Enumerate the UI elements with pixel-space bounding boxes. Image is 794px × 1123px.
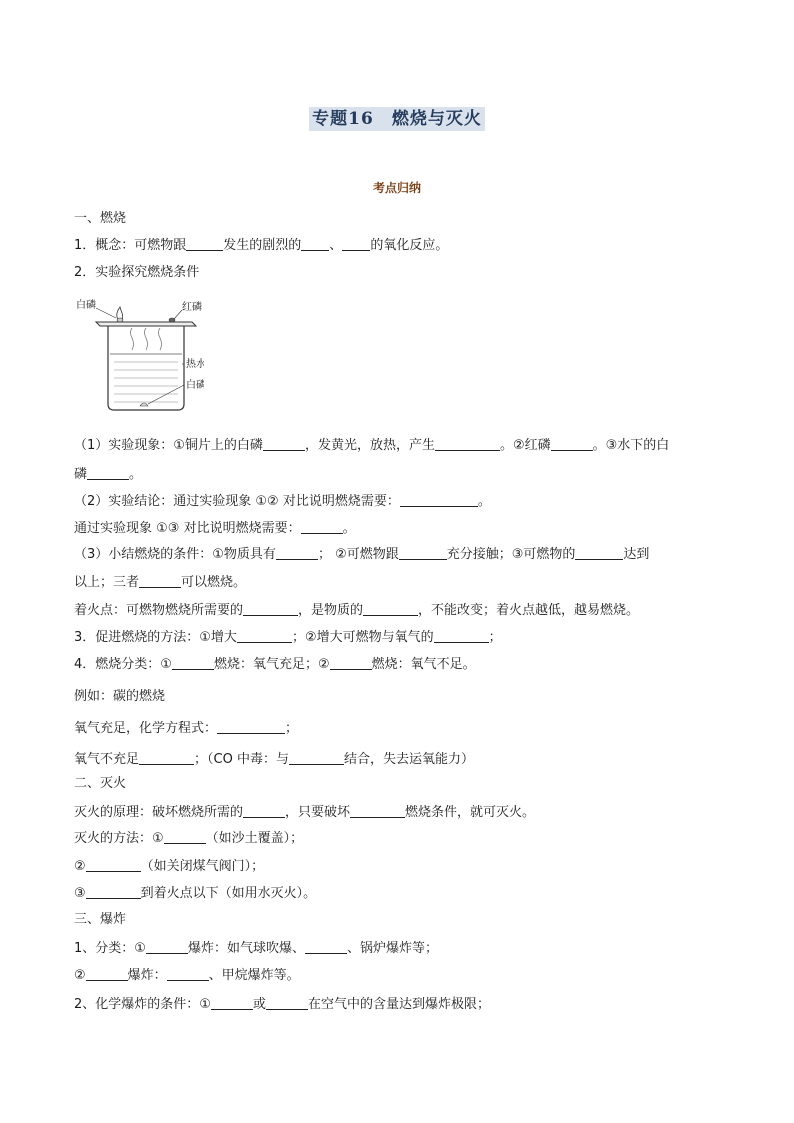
line-text: 充分接触；③可燃物的 (446, 547, 576, 562)
fill-in-blank[interactable] (167, 966, 209, 981)
line-text: 、甲烷爆炸等。 (208, 968, 300, 983)
document-title: 专题16 燃烧与灭火 (0, 104, 794, 129)
fill-in-blank[interactable] (172, 655, 214, 670)
white-phosphorus-bottom (140, 403, 148, 406)
section-subtitle: 考点归纳 (372, 181, 421, 195)
fill-in-blank[interactable] (139, 750, 194, 765)
fill-in-blank[interactable] (211, 995, 253, 1010)
line-text: 1、分类：① (74, 941, 146, 956)
fill-in-blank[interactable] (86, 884, 141, 899)
fill-in-blank[interactable] (363, 601, 418, 616)
fill-in-blank[interactable] (276, 545, 318, 560)
text-line (74, 210, 754, 228)
line-text: 到着火点以下（如用水灭火）。 (140, 886, 317, 901)
line-text: 以上；三者 (74, 575, 140, 590)
line-text: ② (74, 859, 86, 874)
line-text: 。 (342, 521, 356, 536)
text-line (74, 236, 754, 255)
figure-label-hot-water: 热水 (186, 359, 204, 370)
text-line (74, 911, 754, 929)
text-line (74, 628, 754, 647)
text-line (74, 995, 754, 1014)
line-text: 爆炸：如气球吹爆、 (187, 941, 305, 956)
line-text: 的氧化反应。 (370, 238, 449, 253)
line-text: 2、化学爆炸的条件：① (74, 997, 211, 1012)
beaker-diagram (74, 292, 204, 414)
text-line (74, 545, 754, 564)
white-phosphorus-top (117, 318, 123, 322)
fill-in-blank[interactable] (86, 966, 128, 981)
fill-in-blank[interactable] (263, 436, 305, 451)
fill-in-blank[interactable] (243, 601, 298, 616)
line-text: 爆炸： (127, 968, 167, 983)
line-text: 燃烧：氧气充足；② (213, 657, 330, 672)
line-text: 燃烧条件，就可灭火。 (405, 805, 536, 820)
line-text: ，发黄光，放热，产生 (304, 438, 435, 453)
line-text: 氧气不充足 (74, 752, 140, 767)
fill-in-blank[interactable] (575, 545, 623, 560)
line-text: 燃烧：氧气不足。 (371, 657, 476, 672)
line-text: 4．燃烧分类：① (74, 657, 172, 672)
line-text: 发生的剧烈的 (223, 238, 302, 253)
fill-in-blank[interactable] (86, 857, 141, 872)
text-line (74, 857, 754, 876)
line-text: 在空气中的含量达到爆炸极限； (307, 997, 490, 1012)
line-text: ③ (74, 886, 86, 901)
text-line (74, 655, 754, 674)
line-text: 可以燃烧。 (181, 575, 247, 590)
copper-plate (96, 322, 196, 326)
fill-in-blank[interactable] (342, 236, 370, 251)
fill-in-blank[interactable] (146, 939, 188, 954)
line-text: 。③水下的白 (592, 438, 670, 453)
text-line (74, 573, 754, 592)
text-line (74, 803, 754, 822)
line-text: （如沙土覆盖）； (205, 831, 304, 846)
line-text: （如关闭煤气阀门）； (140, 859, 265, 874)
fill-in-blank[interactable] (139, 573, 181, 588)
line-text: 2．实验探究燃烧条件 (74, 265, 200, 280)
fill-in-blank[interactable] (289, 750, 344, 765)
text-line (74, 688, 754, 706)
line-text: 三、爆炸 (74, 912, 127, 927)
line-text: 。 (477, 494, 491, 509)
line-text: 灭火的原理：破坏燃烧所需的 (74, 805, 244, 820)
fill-in-blank[interactable] (186, 236, 223, 251)
fill-in-blank[interactable] (217, 719, 285, 734)
line-text: ；②增大可燃物与氧气的 (291, 630, 434, 645)
line-text: 通过实验现象 ①③ 对比说明燃烧需要： (74, 521, 301, 536)
text-line (74, 829, 754, 848)
line-text: 一、燃烧 (74, 211, 127, 226)
line-text: 1．概念：可燃物跟 (74, 238, 187, 253)
text-line (74, 465, 754, 484)
text-line (74, 884, 754, 903)
fill-in-blank[interactable] (266, 995, 308, 1010)
line-text: ； ②可燃物跟 (317, 547, 399, 562)
text-line (74, 519, 754, 538)
fill-in-blank[interactable] (400, 492, 478, 507)
fill-in-blank[interactable] (164, 829, 206, 844)
line-text: ； (488, 630, 502, 645)
line-text: 二、灭火 (74, 776, 127, 791)
fill-in-blank[interactable] (551, 436, 593, 451)
figure-label-white-phosphorus-top: 白磷 (76, 300, 96, 311)
experiment-figure (74, 292, 204, 414)
line-text: 3．促进燃烧的方法：①增大 (74, 630, 237, 645)
text-line (74, 436, 754, 455)
line-text: 磷 (74, 467, 88, 482)
text-line (74, 775, 754, 793)
line-text: ② (74, 968, 86, 983)
text-line (74, 939, 754, 958)
line-text: 例如：碳的燃烧 (74, 689, 166, 704)
line-text: （2）实验结论：通过实验现象 ①② 对比说明燃烧需要： (74, 494, 400, 509)
fill-in-blank[interactable] (305, 939, 347, 954)
text-line (74, 719, 754, 738)
line-text: 或 (252, 997, 266, 1012)
fill-in-blank[interactable] (399, 545, 447, 560)
line-text: （3）小结燃烧的条件：①物质具有 (74, 547, 276, 562)
text-line (74, 492, 754, 511)
fill-in-blank[interactable] (301, 519, 343, 534)
line-text: 着火点：可燃物燃烧所需要的 (74, 603, 244, 618)
fill-in-blank[interactable] (237, 628, 292, 643)
fill-in-blank[interactable] (87, 465, 129, 480)
line-text: 。②红磷 (499, 438, 551, 453)
line-text: 灭火的方法：① (74, 831, 164, 846)
line-text: ，是物质的 (298, 603, 364, 618)
fill-in-blank[interactable] (243, 803, 285, 818)
figure-label-white-phosphorus-bottom: 白磷 (186, 380, 204, 391)
line-text: 达到 (623, 547, 650, 562)
fill-in-blank[interactable] (434, 628, 489, 643)
line-text: （1）实验现象：①铜片上的白磷 (74, 438, 263, 453)
line-text: ； (285, 721, 299, 736)
fill-in-blank[interactable] (301, 236, 329, 251)
line-text: ，只要破坏 (285, 805, 351, 820)
text-line (74, 264, 754, 282)
line-text: ，不能改变；着火点越低，越易燃烧。 (418, 603, 640, 618)
fill-in-blank[interactable] (350, 803, 405, 818)
line-text: 结合，失去运氧能力） (343, 752, 474, 767)
figure-label-red-phosphorus: 红磷 (182, 302, 202, 313)
fill-in-blank[interactable] (435, 436, 500, 451)
line-text: 氧气充足，化学方程式： (74, 721, 218, 736)
text-line (74, 601, 754, 620)
line-text: 、锅炉爆炸等； (346, 941, 438, 956)
hot-water (114, 362, 178, 402)
text-line (74, 966, 754, 985)
text-line (74, 750, 754, 769)
line-text: 。 (129, 467, 143, 482)
line-text: 、 (329, 238, 343, 253)
fill-in-blank[interactable] (330, 655, 372, 670)
line-text: ；（CO 中毒：与 (194, 752, 289, 767)
